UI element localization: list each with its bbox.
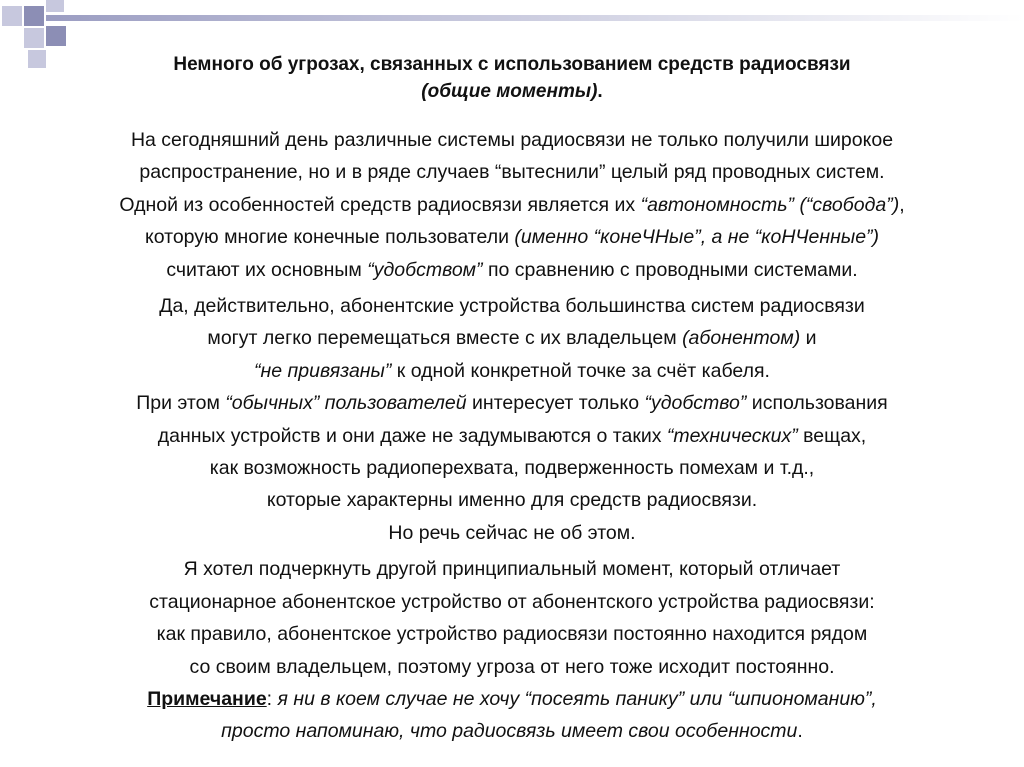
deco-square xyxy=(46,26,66,46)
text-line: которую многие конечные пользователи (именно “конеЧНые”, а не “коНЧенные”) xyxy=(144,226,880,249)
text-line: При этом “обычных” пользователей интересует только “удобство” использования xyxy=(136,392,888,415)
title-line-1: Немного об угрозах, связанных с использованием средств радиосвязи xyxy=(173,54,851,75)
paragraph-main-point xyxy=(0,553,1024,747)
text-line: стационарное абонентское устройство от абонентского устройства радиосвязи: xyxy=(149,590,875,613)
text-line: Я хотел подчеркнуть другой принципиальный момент, который отличает xyxy=(183,558,841,581)
text-line: данных устройств и они даже не задумываются о таких “технических” вещах, xyxy=(157,424,867,447)
text-line: распространение, но и в ряде случаев “вытеснили” целый ряд проводных систем. xyxy=(139,161,885,184)
header-gradient-bar xyxy=(46,15,1024,21)
slide-body xyxy=(0,124,1024,748)
text-line: которые характерны именно для средств радиосвязи. xyxy=(266,489,758,512)
title-line-2: (общие моменты). xyxy=(421,81,603,102)
slide-title xyxy=(0,51,1024,105)
deco-square xyxy=(24,6,44,26)
text-line: Одной из особенностей средств радиосвязи является их “автономность” (“свобода”), xyxy=(119,193,905,216)
text-line: “не привязаны” к одной конкретной точке за счёт кабеля. xyxy=(254,359,770,382)
deco-square xyxy=(24,28,44,48)
note-line: Примечание: я ни в коем случае не хочу “посеять панику” или “шпиономанию”, xyxy=(147,687,877,710)
text-line: могут легко перемещаться вместе с их владельцем (абонентом) и xyxy=(207,327,817,350)
note-line: просто напоминаю, что радиосвязь имеет свои особенности. xyxy=(221,720,803,743)
text-line: как правило, абонентское устройство радиосвязи постоянно находится рядом xyxy=(156,623,868,646)
text-line: Да, действительно, абонентские устройства большинства систем радиосвязи xyxy=(159,295,865,318)
text-line: На сегодняшний день различные системы радиосвязи не только получили широкое xyxy=(130,129,894,151)
text-line: со своим владельцем, поэтому угроза от него тоже исходит постоянно. xyxy=(189,655,835,678)
deco-square xyxy=(46,0,64,12)
text-line: Но речь сейчас не об этом. xyxy=(388,521,636,544)
deco-square xyxy=(2,6,22,26)
paragraph-intro xyxy=(0,124,1024,286)
text-line: как возможность радиоперехвата, подверженность помехам и т.д., xyxy=(209,457,815,480)
paragraph-mobility xyxy=(0,290,1024,549)
note-label: Примечание xyxy=(147,687,267,710)
text-line: считают их основным “удобством” по сравнению с проводными системами. xyxy=(166,258,858,281)
title-subtitle: (общие моменты) xyxy=(421,81,598,102)
